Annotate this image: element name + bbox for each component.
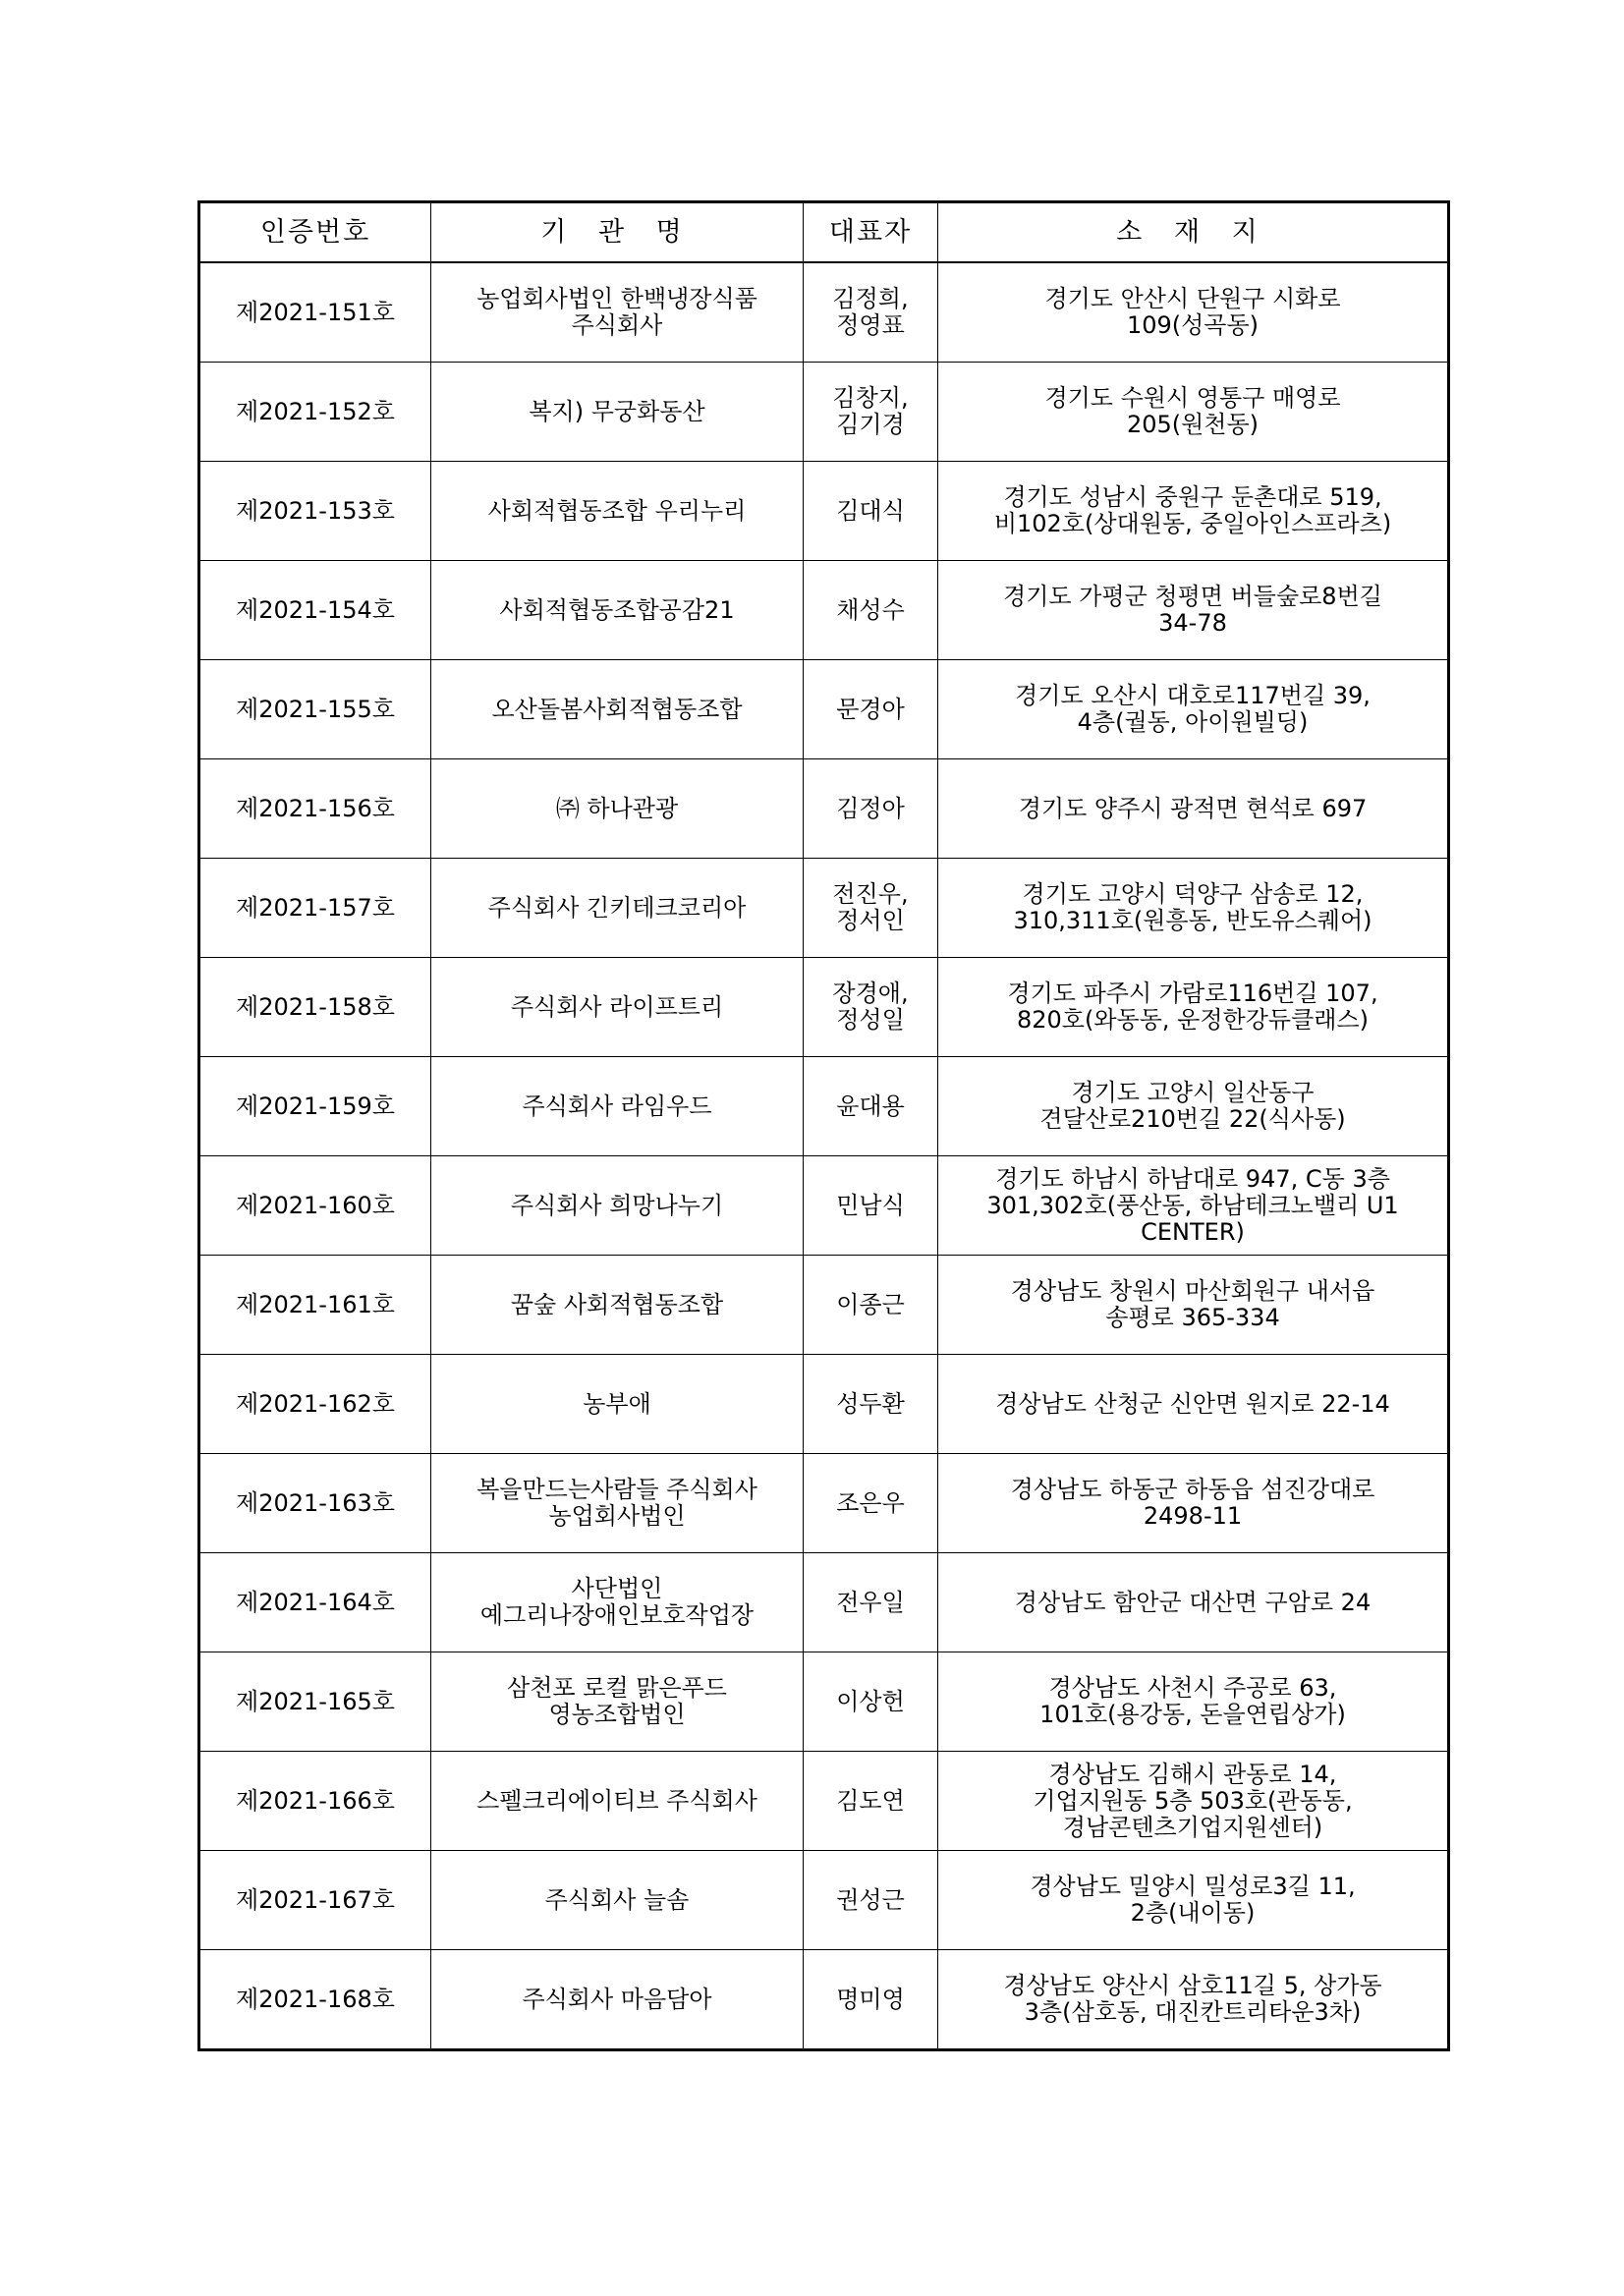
table-row <box>199 262 1449 363</box>
header-address: 소 재 지 <box>938 202 1449 263</box>
address-cell: 경상남도 함안군 대산면 구암로 24 <box>938 1553 1449 1652</box>
cert-number-cell: 제2021-153호 <box>199 462 431 561</box>
representative-cell: 김정아 <box>804 759 938 859</box>
address-cell: 경상남도 하동군 하동읍 섬진강대로 2498-11 <box>938 1454 1449 1553</box>
header-cert-number: 인증번호 <box>199 202 431 263</box>
cert-number-cell: 제2021-165호 <box>199 1652 431 1752</box>
header-representative: 대표자 <box>804 202 938 263</box>
org-name-cell: 주식회사 마음담아 <box>431 1950 804 2050</box>
representative-cell: 조은우 <box>804 1454 938 1553</box>
address-cell: 경상남도 양산시 삼호11길 5, 상가동 3층(삼호동, 대진칸트리타운3차) <box>938 1950 1449 2050</box>
table-row <box>199 1057 1449 1156</box>
cert-number-cell: 제2021-155호 <box>199 660 431 759</box>
address-cell: 경기도 하남시 하남대로 947, C동 3층 301,302호(풍산동, 하남테크노밸리 U1 CENTER) <box>938 1156 1449 1256</box>
cert-number-cell: 제2021-151호 <box>199 262 431 363</box>
address-cell: 경상남도 김해시 관동로 14, 기업지원동 5층 503호(관동동, 경남콘텐츠기업지원센터) <box>938 1752 1449 1851</box>
table-row <box>199 660 1449 759</box>
cert-number-cell: 제2021-161호 <box>199 1256 431 1355</box>
table-row <box>199 759 1449 859</box>
org-name-cell: 주식회사 라임우드 <box>431 1057 804 1156</box>
org-name-cell: 사회적협동조합공감21 <box>431 561 804 660</box>
representative-cell: 전진우, 정서인 <box>804 859 938 958</box>
table-row <box>199 1851 1449 1950</box>
representative-cell: 김정희, 정영표 <box>804 262 938 363</box>
address-cell: 경기도 고양시 덕양구 삼송로 12, 310,311호(원흥동, 반도유스퀘어) <box>938 859 1449 958</box>
representative-cell: 성두환 <box>804 1355 938 1454</box>
org-name-cell: 주식회사 긴키테크코리아 <box>431 859 804 958</box>
org-name-cell: 사회적협동조합 우리누리 <box>431 462 804 561</box>
table-row <box>199 561 1449 660</box>
org-name-cell: 스펠크리에이티브 주식회사 <box>431 1752 804 1851</box>
representative-cell: 윤대용 <box>804 1057 938 1156</box>
org-name-cell: 꿈숲 사회적협동조합 <box>431 1256 804 1355</box>
cert-number-cell: 제2021-156호 <box>199 759 431 859</box>
cert-number-cell: 제2021-163호 <box>199 1454 431 1553</box>
org-name-cell: 주식회사 희망나누기 <box>431 1156 804 1256</box>
address-cell: 경상남도 사천시 주공로 63, 101호(용강동, 돈을연립상가) <box>938 1652 1449 1752</box>
org-name-cell: 농업회사법인 한백냉장식품 주식회사 <box>431 262 804 363</box>
table-row <box>199 1553 1449 1652</box>
header-org-name: 기 관 명 <box>431 202 804 263</box>
representative-cell: 권성근 <box>804 1851 938 1950</box>
representative-cell: 이상헌 <box>804 1652 938 1752</box>
table-row <box>199 462 1449 561</box>
cert-number-cell: 제2021-154호 <box>199 561 431 660</box>
table-row <box>199 1355 1449 1454</box>
table-header-row <box>199 202 1449 263</box>
address-cell: 경기도 가평군 청평면 버들숲로8번길 34-78 <box>938 561 1449 660</box>
cert-number-cell: 제2021-162호 <box>199 1355 431 1454</box>
org-name-cell: 복을만드는사람들 주식회사 농업회사법인 <box>431 1454 804 1553</box>
org-name-cell: 삼천포 로컬 맑은푸드 영농조합법인 <box>431 1652 804 1752</box>
cert-number-cell: 제2021-159호 <box>199 1057 431 1156</box>
table-row <box>199 1950 1449 2050</box>
table-row <box>199 1752 1449 1851</box>
table-row <box>199 363 1449 462</box>
org-name-cell: 복지) 무궁화동산 <box>431 363 804 462</box>
cert-number-cell: 제2021-152호 <box>199 363 431 462</box>
table-row <box>199 1454 1449 1553</box>
address-cell: 경기도 양주시 광적면 현석로 697 <box>938 759 1449 859</box>
table-row <box>199 958 1449 1057</box>
representative-cell: 김창지, 김기경 <box>804 363 938 462</box>
address-cell: 경기도 오산시 대호로117번길 39, 4층(궐동, 아이원빌딩) <box>938 660 1449 759</box>
representative-cell: 김대식 <box>804 462 938 561</box>
org-name-cell: 주식회사 늘솜 <box>431 1851 804 1950</box>
representative-cell: 민남식 <box>804 1156 938 1256</box>
representative-cell: 장경애, 정성일 <box>804 958 938 1057</box>
address-cell: 경기도 안산시 단원구 시화로 109(성곡동) <box>938 262 1449 363</box>
representative-cell: 이종근 <box>804 1256 938 1355</box>
table-row <box>199 1652 1449 1752</box>
representative-cell: 채성수 <box>804 561 938 660</box>
address-cell: 경기도 수원시 영통구 매영로 205(원천동) <box>938 363 1449 462</box>
org-name-cell: 오산돌봄사회적협동조합 <box>431 660 804 759</box>
org-name-cell: 사단법인 예그리나장애인보호작업장 <box>431 1553 804 1652</box>
cert-number-cell: 제2021-166호 <box>199 1752 431 1851</box>
org-name-cell: 주식회사 라이프트리 <box>431 958 804 1057</box>
representative-cell: 명미영 <box>804 1950 938 2050</box>
org-name-cell: ㈜ 하나관광 <box>431 759 804 859</box>
address-cell: 경상남도 창원시 마산회원구 내서읍 송평로 365-334 <box>938 1256 1449 1355</box>
cert-number-cell: 제2021-160호 <box>199 1156 431 1256</box>
cert-number-cell: 제2021-157호 <box>199 859 431 958</box>
representative-cell: 문경아 <box>804 660 938 759</box>
cert-number-cell: 제2021-168호 <box>199 1950 431 2050</box>
cert-number-cell: 제2021-167호 <box>199 1851 431 1950</box>
org-name-cell: 농부애 <box>431 1355 804 1454</box>
table-row <box>199 1156 1449 1256</box>
certification-table <box>197 200 1450 2051</box>
representative-cell: 김도연 <box>804 1752 938 1851</box>
table-row <box>199 1256 1449 1355</box>
address-cell: 경상남도 밀양시 밀성로3길 11, 2층(내이동) <box>938 1851 1449 1950</box>
representative-cell: 전우일 <box>804 1553 938 1652</box>
cert-number-cell: 제2021-164호 <box>199 1553 431 1652</box>
address-cell: 경상남도 산청군 신안면 원지로 22-14 <box>938 1355 1449 1454</box>
cert-number-cell: 제2021-158호 <box>199 958 431 1057</box>
address-cell: 경기도 성남시 중원구 둔촌대로 519, 비102호(상대원동, 중일아인스프라츠) <box>938 462 1449 561</box>
address-cell: 경기도 고양시 일산동구 견달산로210번길 22(식사동) <box>938 1057 1449 1156</box>
table-row <box>199 859 1449 958</box>
address-cell: 경기도 파주시 가람로116번길 107, 820호(와동동, 운정한강듀클래스) <box>938 958 1449 1057</box>
